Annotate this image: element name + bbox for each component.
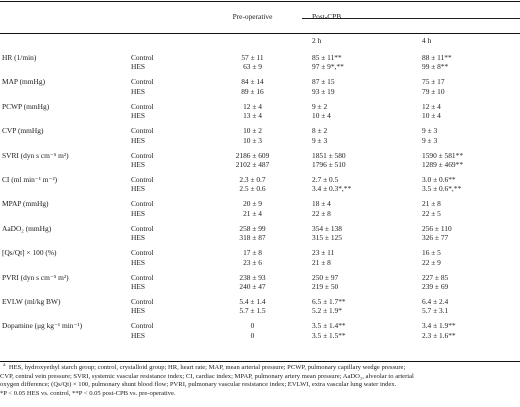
group-label-hes: HES [131, 160, 145, 170]
header-pre-operative: Pre-operative [232, 12, 273, 21]
parameter-label-spacer [0, 87, 131, 96]
table-row [0, 111, 520, 120]
hes-4h-value: 3.5 ± 0.6*,** [422, 184, 462, 194]
hes-preop-value: 318 ± 87 [239, 233, 266, 243]
group-label-control: Control [131, 321, 154, 331]
hes-4h-value: 10 ± 4 [422, 111, 441, 121]
header-post-cpb: Post-CPB [312, 12, 342, 21]
hes-4h-value: 22 ± 5 [422, 208, 441, 218]
table-row [0, 151, 520, 160]
group-label-control: Control [131, 77, 154, 87]
group-label-control: Control [131, 223, 154, 233]
group-label-hes: HES [131, 111, 145, 121]
control-2h-value: 354 ± 138 [312, 223, 342, 233]
table-row [0, 209, 520, 218]
control-4h-value: 9 ± 3 [422, 126, 438, 136]
hes-4h-value: 79 ± 10 [422, 86, 445, 96]
group-label-control: Control [131, 53, 154, 62]
hes-preop-value: 21 ± 4 [243, 208, 262, 218]
group-label-control: Control [131, 175, 154, 185]
table-row [0, 175, 520, 184]
group-label-hes: HES [131, 233, 145, 243]
control-2h-value: 3.5 ± 1.4** [312, 321, 346, 331]
group-label-control: Control [131, 101, 154, 111]
hes-preop-value: 63 ± 9 [243, 62, 262, 72]
control-4h-value: 16 ± 5 [422, 248, 441, 258]
group-label-control: Control [131, 150, 154, 160]
group-label-hes: HES [131, 330, 145, 340]
control-4h-value: 3.4 ± 1.9** [422, 321, 456, 331]
control-2h-value: 18 ± 4 [312, 199, 331, 209]
parameter-label-spacer [0, 233, 131, 242]
control-preop-value: 238 ± 93 [239, 272, 266, 282]
group-label-hes: HES [131, 86, 145, 96]
control-2h-value: 87 ± 15 [312, 77, 335, 87]
hes-2h-value: 315 ± 125 [312, 233, 342, 243]
parameter-label: EVLW (ml/kg BW) [2, 297, 61, 307]
control-preop-value: 57 ± 11 [241, 53, 264, 62]
table-row [0, 306, 520, 315]
footnote-marker: a [3, 362, 6, 368]
table-row [0, 160, 520, 169]
control-4h-value: 88 ± 11** [422, 53, 452, 62]
footnote-abbreviations [0, 364, 518, 373]
hes-2h-value: 3.5 ± 1.5** [312, 330, 346, 340]
hes-preop-value: 240 ± 47 [239, 282, 266, 292]
table-row [0, 297, 520, 306]
bottom-rule [0, 361, 520, 362]
control-2h-value: 250 ± 97 [312, 272, 339, 282]
hes-preop-value: 23 ± 6 [243, 257, 262, 267]
control-preop-value: 2186 ± 609 [235, 150, 270, 160]
parameter-label-spacer [0, 306, 131, 315]
control-4h-value: 1590 ± 581** [422, 150, 464, 160]
control-2h-value: 2.7 ± 0.5 [312, 175, 339, 185]
parameter-label: PVRI (dyn s cm⁻⁵ m²) [2, 272, 69, 282]
table-row [0, 199, 520, 208]
control-preop-value: 10 ± 2 [243, 126, 262, 136]
control-4h-value: 21 ± 8 [422, 199, 441, 209]
control-4h-value: 12 ± 4 [422, 101, 441, 111]
group-label-hes: HES [131, 135, 145, 145]
hes-4h-value: 99 ± 8** [422, 62, 449, 72]
header-2h: 2 h [312, 36, 322, 45]
footnote-line-1: HES, hydroxyethyl starch group; control, crystalloid group; HR, heart rate; MAP, mean arterial pressure; PCWP, pulmonary capillary wedge pressure; [8, 364, 406, 371]
parameter-label: MPAP (mmHg) [2, 199, 49, 209]
footnote-line-3: oxygen difference; (Qs/Qt) × 100, pulmonary shunt blood flow; PVRI, pulmonary vascular resistance index; EVLWI, extra vascular lung water index. [0, 381, 397, 389]
table-row [0, 53, 520, 62]
parameter-label-spacer [0, 111, 131, 120]
hes-4h-value: 9 ± 3 [422, 135, 438, 145]
control-preop-value: 17 ± 8 [243, 248, 262, 258]
table-row [0, 62, 520, 71]
hes-preop-value: 2.5 ± 0.6 [239, 184, 266, 194]
hes-2h-value: 97 ± 9*,** [312, 62, 344, 72]
hes-4h-value: 5.7 ± 3.1 [422, 306, 449, 316]
hes-2h-value: 5.2 ± 1.9* [312, 306, 342, 316]
control-preop-value: 0 [250, 321, 255, 331]
control-preop-value: 20 ± 9 [243, 199, 262, 209]
hes-4h-value: 22 ± 9 [422, 257, 441, 267]
hes-2h-value: 219 ± 50 [312, 282, 339, 292]
hes-2h-value: 9 ± 3 [312, 135, 328, 145]
hes-4h-value: 1289 ± 469** [422, 160, 464, 170]
control-2h-value: 9 ± 2 [312, 101, 328, 111]
control-preop-value: 84 ± 14 [241, 77, 264, 87]
hes-2h-value: 21 ± 8 [312, 257, 331, 267]
hes-preop-value: 2102 ± 487 [235, 160, 270, 170]
parameter-label: Dopamine (μg kg⁻¹ min⁻¹) [2, 321, 83, 331]
control-4h-value: 3.0 ± 0.6** [422, 175, 456, 185]
parameter-label: SVRI (dyn s cm⁻⁵ m²) [2, 150, 69, 160]
table-row [0, 87, 520, 96]
table-row [0, 233, 520, 242]
group-label-hes: HES [131, 62, 145, 72]
table-row [0, 282, 520, 291]
parameter-label: HR (1/min) [2, 53, 37, 62]
table-row [0, 258, 520, 267]
control-preop-value: 2.3 ± 0.7 [239, 175, 266, 185]
table-row [0, 321, 520, 330]
table-row [0, 102, 520, 111]
group-label-control: Control [131, 272, 154, 282]
hes-preop-value: 0 [250, 330, 255, 340]
hes-4h-value: 239 ± 69 [422, 282, 449, 292]
hes-2h-value: 22 ± 8 [312, 208, 331, 218]
hes-4h-value: 2.3 ± 1.6** [422, 330, 456, 340]
parameter-label-spacer [0, 184, 131, 193]
control-preop-value: 258 ± 99 [239, 223, 266, 233]
control-4h-value: 6.4 ± 2.4 [422, 297, 449, 307]
table-row [0, 224, 520, 233]
parameter-label-spacer [0, 209, 131, 218]
footnote-significance: *P < 0.05 HES vs. control, **P < 0.05 post-CPB vs. pre-operative. [0, 389, 176, 397]
table-row [0, 331, 520, 340]
parameter-label-spacer [0, 136, 131, 145]
table-row [0, 136, 520, 145]
control-4h-value: 256 ± 110 [422, 223, 452, 233]
hes-4h-value: 326 ± 77 [422, 233, 449, 243]
control-4h-value: 227 ± 85 [422, 272, 449, 282]
footnote-line-2: CVP, central vein pressure; SVRI, systemic vascular resistance index; CI, cardiac index; MPAP, pulmonary artery mean pressure; AaDO₂, alveolar to arterial [0, 372, 414, 380]
control-preop-value: 5.4 ± 1.4 [239, 297, 266, 307]
table-row [0, 77, 520, 86]
hes-2h-value: 93 ± 19 [312, 86, 335, 96]
table-row [0, 273, 520, 282]
control-2h-value: 1851 ± 580 [312, 150, 346, 160]
parameter-label: CI (ml min⁻¹ m⁻²) [2, 175, 58, 185]
parameter-label-spacer [0, 62, 131, 71]
hes-preop-value: 10 ± 3 [243, 135, 262, 145]
parameter-label-spacer [0, 282, 131, 291]
group-label-hes: HES [131, 257, 145, 267]
table-footnote [0, 364, 518, 398]
control-preop-value: 12 ± 4 [243, 101, 262, 111]
parameter-label-spacer [0, 331, 131, 340]
parameter-label-spacer [0, 160, 131, 169]
table-row [0, 184, 520, 193]
header-4h: 4 h [422, 36, 432, 45]
group-label-control: Control [131, 126, 154, 136]
group-label-hes: HES [131, 184, 145, 194]
hes-preop-value: 89 ± 16 [241, 86, 264, 96]
control-2h-value: 85 ± 11** [312, 53, 342, 62]
group-label-control: Control [131, 297, 154, 307]
hes-preop-value: 13 ± 4 [243, 111, 262, 121]
control-2h-value: 6.5 ± 1.7** [312, 297, 346, 307]
hes-2h-value: 1796 ± 510 [312, 160, 346, 170]
control-2h-value: 23 ± 11 [312, 248, 335, 258]
group-label-hes: HES [131, 282, 145, 292]
control-4h-value: 75 ± 17 [422, 77, 445, 87]
parameter-label: MAP (mmHg) [2, 77, 46, 87]
group-label-hes: HES [131, 306, 145, 316]
table-row [0, 126, 520, 135]
hes-2h-value: 10 ± 4 [312, 111, 331, 121]
parameter-label-spacer [0, 258, 131, 267]
parameter-label: CVP (mmHg) [2, 126, 44, 136]
control-2h-value: 8 ± 2 [312, 126, 328, 136]
hes-preop-value: 5.7 ± 1.5 [239, 306, 266, 316]
table-row [0, 248, 520, 257]
parameter-label: AaDO₂ (mmHg) [2, 223, 52, 233]
parameter-label: [Qs/Qt] × 100 (%) [2, 248, 57, 258]
hes-2h-value: 3.4 ± 0.3*,** [312, 184, 352, 194]
parameter-label: PCWP (mmHg) [2, 101, 50, 111]
group-label-hes: HES [131, 208, 145, 218]
group-label-control: Control [131, 248, 154, 258]
group-label-control: Control [131, 199, 154, 209]
